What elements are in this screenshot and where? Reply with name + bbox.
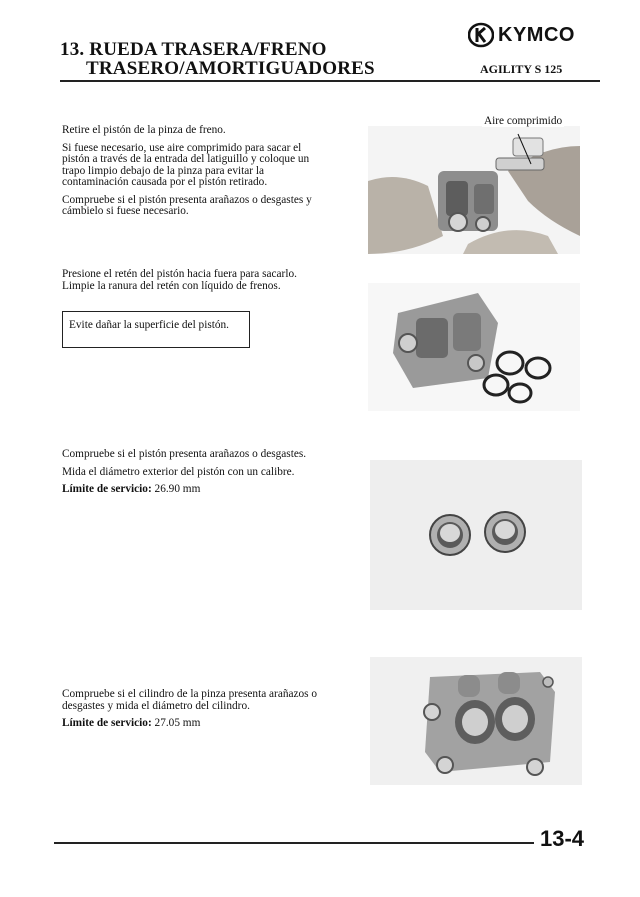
chapter-title (60, 40, 375, 78)
header-divider (60, 80, 600, 82)
photo-label: Aire comprimido (484, 115, 563, 127)
paragraph: Mida el diámetro exterior del pistón con un calibre. (62, 465, 295, 478)
caution-note: Evite dañar la superficie del pistón. (62, 311, 250, 348)
photo-piston-removal (368, 126, 580, 254)
section-1-text (62, 125, 330, 224)
page-number: 13-4 (540, 826, 585, 851)
photo-caliper-cylinder (370, 657, 582, 785)
brand-name: KYMCO (498, 23, 575, 46)
model-name: AGILITY S 125 (480, 62, 563, 76)
service-limit-label: Límite de servicio: (62, 717, 152, 729)
photo-piston-seals (368, 283, 580, 411)
paragraph: Si fuese necesario, use aire comprimido para sacar el pistón a través de la entrada del latiguillo y coloque un trapo limpio debajo de la pinza para evitar la contaminación causada por el pistón retirado. (62, 141, 310, 188)
section-4-text (62, 689, 330, 736)
footer-divider (54, 842, 534, 844)
service-limit-label: Límite de servicio: (62, 483, 152, 495)
paragraph: Presione el retén del pistón hacia fuera para sacarlo. Limpie la ranura del retén con líquido de frenos. (62, 268, 297, 292)
service-limit-value: 26.90 mm (154, 483, 201, 495)
section-3-text (62, 449, 330, 502)
chapter-title-line1: 13. RUEDA TRASERA/FRENO (60, 39, 327, 60)
service-limit (62, 718, 330, 730)
section-2-text (62, 269, 330, 298)
kymco-emblem-icon (468, 22, 494, 48)
paragraph: Compruebe si el pistón presenta arañazos o desgastes. (62, 448, 307, 460)
chapter-title-line2: TRASERO/AMORTIGUADORES (86, 58, 375, 79)
service-limit-value: 27.05 mm (154, 717, 201, 729)
paragraph: Compruebe si el pistón presenta arañazos o desgastes y cámbielo si fuese necesario. (62, 193, 312, 217)
paragraph: Compruebe si el cilindro de la pinza presenta arañazos o desgastes y mida el diámetro del cilindro. (62, 688, 318, 712)
brand-logo (468, 20, 600, 50)
paragraph: Retire el pistón de la pinza de freno. (62, 124, 226, 136)
photo-pistons (370, 460, 582, 610)
service-limit (62, 484, 330, 496)
